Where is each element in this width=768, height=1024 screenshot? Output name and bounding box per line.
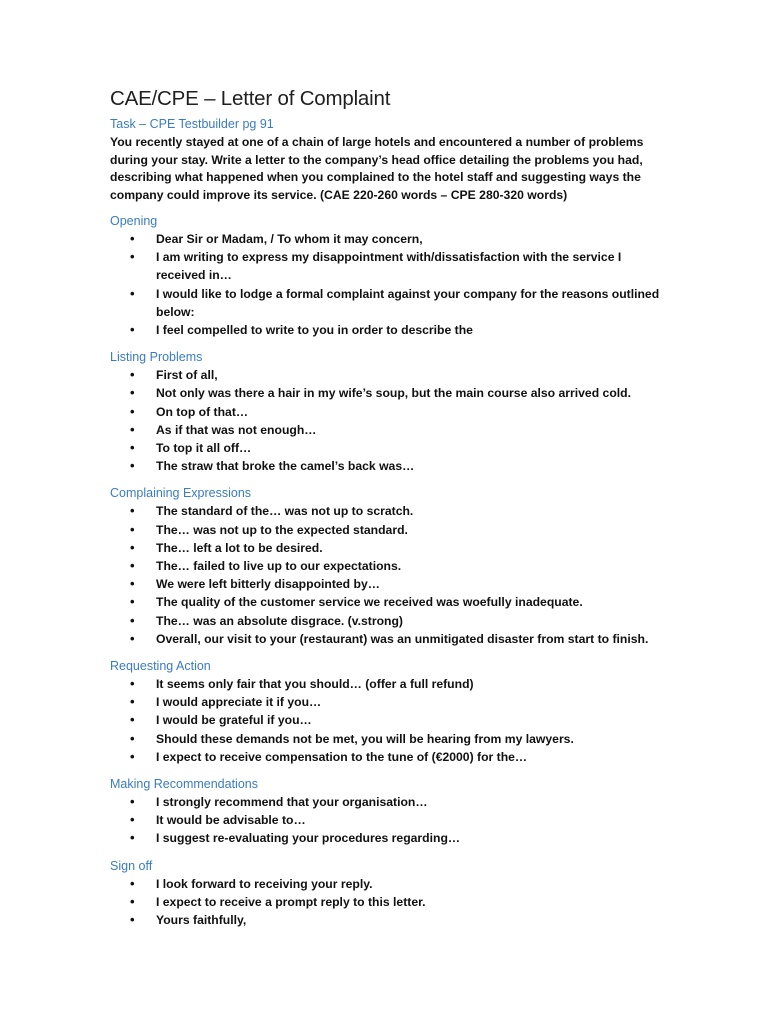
bullet-list bbox=[110, 502, 670, 648]
list-item: • I would appreciate it if you… bbox=[110, 693, 670, 711]
section-heading: Making Recommendations bbox=[110, 777, 258, 792]
list-item: • I expect to receive compensation to the tune of (€2000) for the… bbox=[110, 748, 670, 766]
list-item: • I am writing to express my disappointment with/dissatisfaction with the service I received in… bbox=[110, 248, 670, 284]
list-item: • It seems only fair that you should… (offer a full refund) bbox=[110, 675, 670, 693]
list-item: • The… was an absolute disgrace. (v.strong) bbox=[110, 612, 670, 630]
section-heading: Complaining Expressions bbox=[110, 486, 252, 501]
list-item: • Dear Sir or Madam, / To whom it may concern, bbox=[110, 230, 670, 248]
list-item: • I expect to receive a prompt reply to this letter. bbox=[110, 893, 670, 911]
list-item: • First of all, bbox=[110, 366, 670, 384]
bullet-list bbox=[110, 875, 670, 930]
section-heading: Listing Problems bbox=[110, 350, 203, 365]
section-listing-problems bbox=[110, 349, 670, 475]
document-content bbox=[110, 86, 670, 929]
list-item: • Not only was there a hair in my wife’s soup, but the main course also arrived cold. bbox=[110, 384, 670, 402]
task-text: You recently stayed at one of a chain of large hotels and encountered a number of problems during your stay. Write a letter to the company’s head office detailing the problems you had, describing what happened when you complained to the hotel staff and suggesting ways the company could improve its service. bbox=[110, 135, 644, 202]
list-item: • We were left bitterly disappointed by… bbox=[110, 575, 670, 593]
list-item: • Yours faithfully, bbox=[110, 911, 670, 929]
list-item: • Overall, our visit to your (restaurant) was an unmitigated disaster from start to finish. bbox=[110, 630, 670, 648]
list-item: • The… was not up to the expected standard. bbox=[110, 521, 670, 539]
document-title: CAE/CPE – Letter of Complaint bbox=[110, 87, 391, 110]
list-item: • As if that was not enough… bbox=[110, 421, 670, 439]
list-item: • I look forward to receiving your reply. bbox=[110, 875, 670, 893]
list-item: • I strongly recommend that your organisation… bbox=[110, 793, 670, 811]
list-item: • I feel compelled to write to you in order to describe the bbox=[110, 321, 670, 339]
section-sign-off bbox=[110, 858, 670, 930]
list-item: • Should these demands not be met, you will be hearing from my lawyers. bbox=[110, 730, 670, 748]
task-description bbox=[110, 134, 670, 204]
bullet-list bbox=[110, 675, 670, 766]
section-opening bbox=[110, 213, 670, 339]
list-item: • I would like to lodge a formal complaint against your company for the reasons outlined below: bbox=[110, 285, 670, 321]
list-item: • It would be advisable to… bbox=[110, 811, 670, 829]
bullet-list bbox=[110, 366, 670, 475]
task-wordcount: (CAE 220-260 words – CPE 280-320 words) bbox=[319, 187, 568, 202]
list-item: • The quality of the customer service we received was woefully inadequate. bbox=[110, 593, 670, 611]
task-heading: Task – CPE Testbuilder pg 91 bbox=[110, 117, 274, 131]
section-complaining-expressions bbox=[110, 485, 670, 648]
section-heading: Opening bbox=[110, 214, 158, 228]
section-heading: Requesting Action bbox=[110, 659, 211, 674]
bullet-list bbox=[110, 230, 670, 339]
list-item: • On top of that… bbox=[110, 403, 670, 421]
list-item: • I suggest re-evaluating your procedures regarding… bbox=[110, 829, 670, 847]
section-making-recommendations bbox=[110, 776, 670, 848]
sections-container bbox=[110, 213, 670, 929]
section-requesting-action bbox=[110, 658, 670, 766]
list-item: • I would be grateful if you… bbox=[110, 711, 670, 729]
list-item: • The standard of the… was not up to scratch. bbox=[110, 502, 670, 520]
list-item: • The straw that broke the camel’s back was… bbox=[110, 457, 670, 475]
bullet-list bbox=[110, 793, 670, 848]
section-heading: Sign off bbox=[110, 858, 153, 873]
list-item: • The… failed to live up to our expectations. bbox=[110, 557, 670, 575]
list-item: • To top it all off… bbox=[110, 439, 670, 457]
list-item: • The… left a lot to be desired. bbox=[110, 539, 670, 557]
